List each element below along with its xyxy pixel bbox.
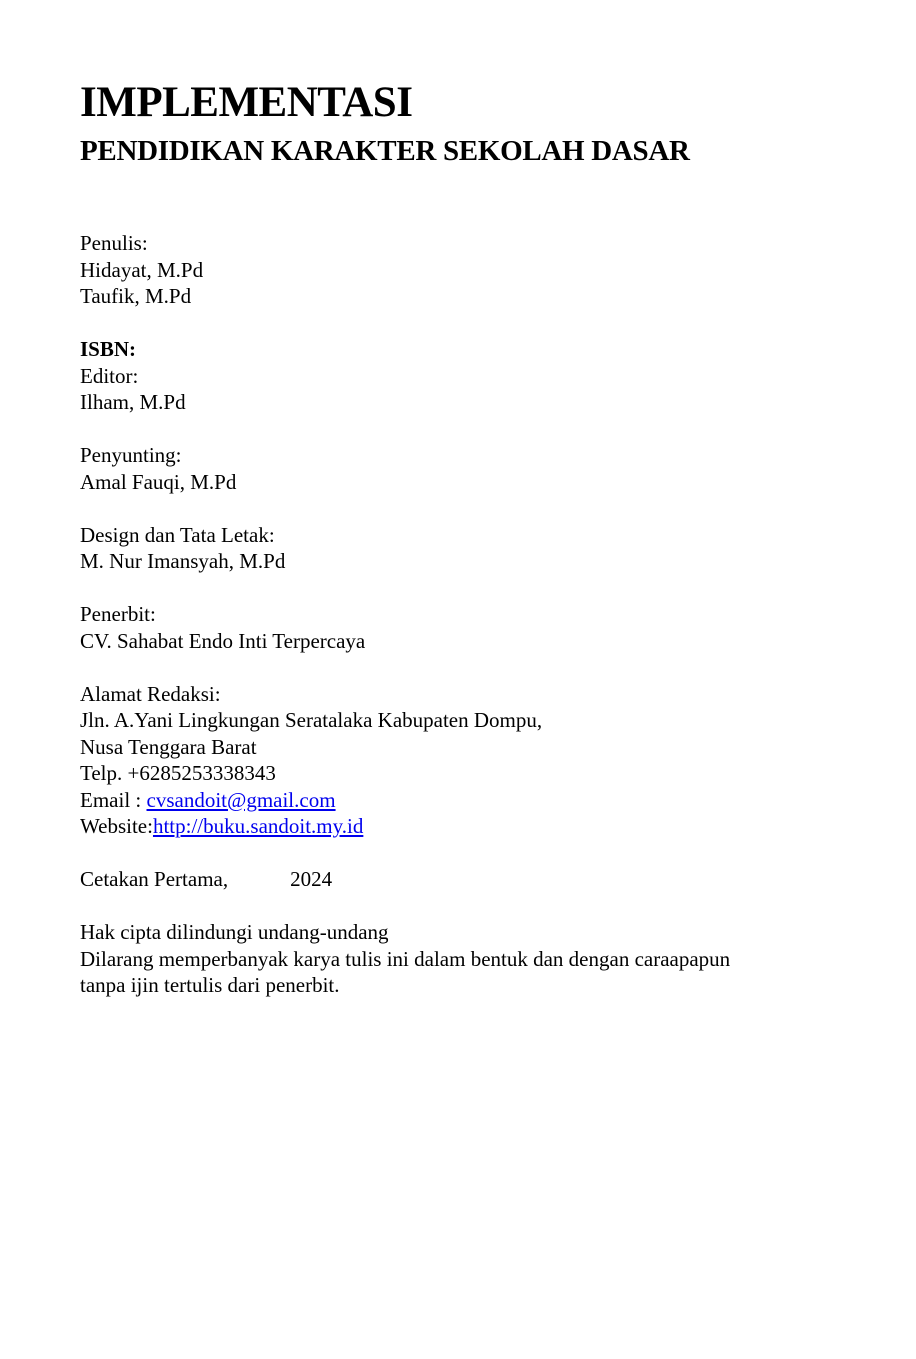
address-label: Alamat Redaksi: (80, 681, 221, 706)
address-phone: Telp. +6285253338343 (80, 761, 276, 785)
copyright-line: tanpa ijin tertulis dari penerbit. (80, 973, 340, 997)
penyunting-section (80, 442, 836, 495)
editor-name: Ilham, M.Pd (80, 390, 186, 414)
edition-label: Cetakan Pertama, (80, 867, 229, 891)
penyunting-name: Amal Fauqi, M.Pd (80, 469, 237, 494)
publisher-name: CV. Sahabat Endo Inti Terpercaya (80, 628, 366, 653)
design-name: M. Nur Imansyah, M.Pd (80, 549, 286, 573)
edition-line (80, 866, 836, 893)
website-label: Website: (80, 814, 153, 838)
address-street: Jln. A.Yani Lingkungan Seratalaka Kabupaten Dompu, (80, 708, 543, 732)
copyright-section (80, 919, 836, 999)
edition-year: 2024 (290, 867, 333, 891)
email-line (80, 787, 836, 814)
authors-section (80, 230, 836, 310)
website-line (80, 813, 836, 840)
penyunting-label: Penyunting: (80, 443, 182, 467)
isbn-editor-section (80, 336, 836, 416)
publisher-section (80, 601, 836, 654)
isbn-label: ISBN: (80, 337, 137, 361)
publisher-label: Penerbit: (80, 602, 156, 626)
design-section (80, 522, 836, 575)
author-name: Taufik, M.Pd (80, 284, 192, 308)
copyright-line: Hak cipta dilindungi undang-undang (80, 920, 389, 944)
website-link[interactable]: http://buku.sandoit.my.id (152, 814, 364, 838)
email-label: Email : (80, 787, 147, 812)
book-subtitle: PENDIDIKAN KARAKTER SEKOLAH DASAR (80, 135, 690, 167)
copyright-line: Dilarang memperbanyak karya tulis ini dalam bentuk dan dengan caraapapun (80, 946, 731, 971)
book-title: IMPLEMENTASI (80, 79, 413, 126)
author-name: Hidayat, M.Pd (80, 257, 204, 282)
address-region: Nusa Tenggara Barat (80, 734, 257, 759)
imprint-body (80, 230, 836, 999)
authors-label: Penulis: (80, 231, 148, 255)
address-section (80, 681, 836, 840)
email-link[interactable]: cvsandoit@gmail.com (146, 787, 336, 812)
editor-label: Editor: (80, 363, 139, 388)
edition-section (80, 866, 836, 893)
design-label: Design dan Tata Letak: (80, 522, 275, 547)
